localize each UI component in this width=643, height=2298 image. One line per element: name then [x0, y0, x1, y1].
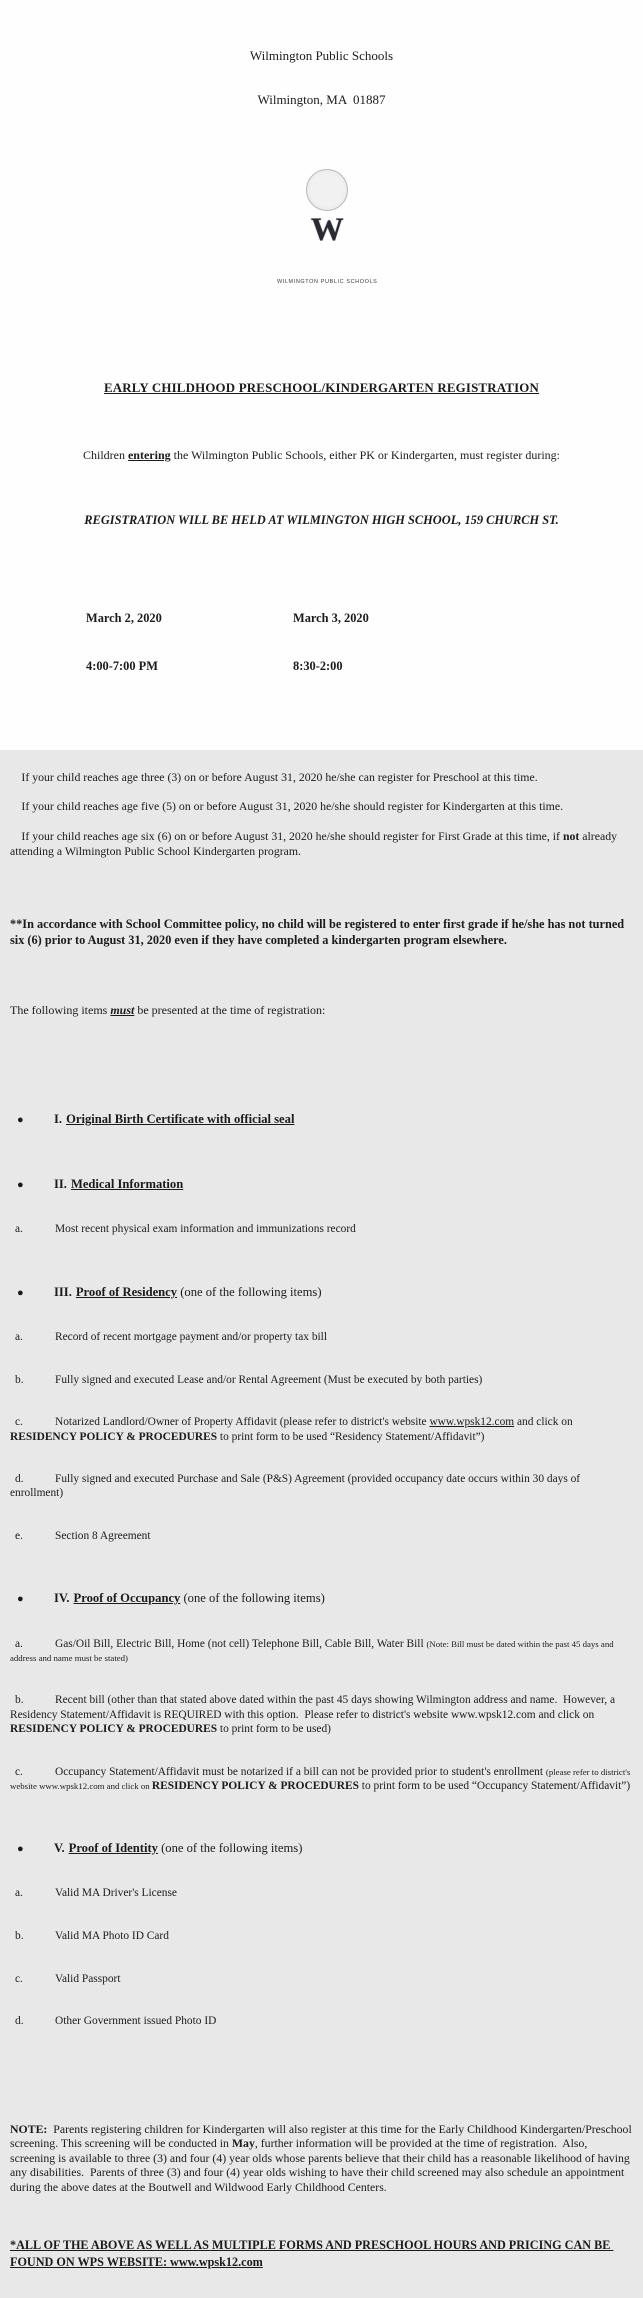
section-heading-proof-of-identity — [10, 1840, 633, 1858]
section-heading-birth-certificate — [10, 1111, 633, 1129]
section-numeral: V. — [54, 1841, 65, 1856]
item-text: Gas/Oil Bill, Electric Bill, Home (not cell) Telephone Bill, Cable Bill, Water Bill (Note: Bill must be dated within the past 45 days and address and name must be stated) — [10, 1637, 616, 1663]
age-rules-paragraph — [10, 756, 633, 874]
checklist-item — [10, 1472, 633, 1500]
item-letter: d. — [15, 1473, 24, 1486]
item-text: Valid Passport — [55, 1972, 121, 1985]
bullet-icon: ● — [17, 1178, 24, 1191]
note-paragraph: NOTE: Parents registering children for Kindergarten will also register at this time for the Early Childhood Kindergarten/Preschool screening. This screening will be conducted in May, further information will be provided at the time of registration. Also, screening is available to three (3) and four (4) year olds whose parents believe that their child has a reasonable likelihood of having any disabilities. Parents of three (3) and four (4) year olds wishing to have their child screened may also schedule an appointment during the above dates at the Boutwell and Wildwood Early Childhood Centers. — [10, 2121, 635, 2195]
section-suffix: (one of the following items) — [157, 1841, 303, 1856]
section-heading-proof-of-occupancy — [10, 1590, 633, 1608]
checklist-item — [10, 1929, 633, 1943]
document-title: EARLY CHILDHOOD PRESCHOOL/KINDERGARTEN REGISTRATION — [103, 381, 540, 396]
section-title: Proof of Residency — [75, 1284, 178, 1299]
item-letter: b. — [15, 1930, 24, 1943]
section-title: Original Birth Certificate with official seal — [66, 1111, 295, 1126]
school-name: Wilmington Public Schools — [249, 47, 394, 63]
policy-note: **In accordance with School Committee policy, no child will be registered to enter first grade if he/she has not turned six (6) prior to August 31, 2020 even if they have completed a kindergarten program elsewhere. — [10, 916, 628, 948]
session-1 — [86, 578, 293, 706]
session-2 — [293, 578, 500, 706]
checklist-item — [10, 1765, 633, 1793]
checklist-item — [10, 2014, 633, 2028]
session-2-date: March 3, 2020 — [293, 610, 369, 625]
item-text: Record of recent mortgage payment and/or property tax bill — [55, 1331, 328, 1344]
item-letter: e. — [15, 1529, 23, 1542]
bullet-icon: ● — [17, 1286, 24, 1299]
bullet-icon: ● — [17, 1593, 24, 1606]
section-suffix: (one of the following items) — [180, 1591, 325, 1606]
checklist-item — [10, 1972, 633, 1986]
section-title: Proof of Occupancy — [73, 1591, 181, 1606]
checklist-item — [10, 1415, 633, 1443]
session-2-time: 8:30-2:00 — [293, 658, 343, 673]
section-suffix: (one of the following items) — [177, 1284, 322, 1299]
item-letter: a. — [15, 1331, 23, 1344]
item-text: Occupancy Statement/Affidavit must be notarized if a bill can not be provided prior to student's enrollment (please refer to district's website www.wpsk12.com and click on RESIDENCY POLICY & PROCEDURES to print form to be used “Occupancy Statement/Affidavit”) — [10, 1765, 633, 1792]
bullet-icon: ● — [17, 1113, 24, 1126]
age-rule-first-grade: If your child reaches age six (6) on or before August 31, 2020 he/she should register for First Grade at this time, if not already attending a Wilmington Public School Kindergarten program. — [10, 828, 620, 858]
item-text: Recent bill (other than that stated above dated within the past 45 days showing Wilmington address and name. However, a Residency Statement/Affidavit is REQUIRED with this option. Please refer to district's website www.wpsk12.com and click on RESIDENCY POLICY & PROCEDURES to print form to be used) — [10, 1694, 618, 1735]
school-address: Wilmington, MA 01887 — [257, 92, 386, 108]
section-numeral: IV. — [54, 1591, 70, 1606]
section-heading-medical-information — [10, 1176, 633, 1194]
item-letter: b. — [15, 1373, 24, 1386]
section-title: Proof of Identity — [68, 1841, 158, 1856]
item-text: Fully signed and executed Lease and/or Rental Agreement (Must be executed by both parties) — [55, 1373, 483, 1386]
footer-notice: *ALL OF THE ABOVE AS WELL AS MULTIPLE FORMS AND PRESCHOOL HOURS AND PRICING CAN BE FOUND ON WPS WEBSITE: www.wpsk12.com — [10, 2238, 614, 2269]
checklist-item — [10, 1637, 633, 1665]
section-numeral: I. — [54, 1111, 63, 1126]
section-title: Medical Information — [70, 1176, 184, 1191]
section-numeral: II. — [54, 1176, 67, 1191]
session-1-time: 4:00-7:00 PM — [86, 658, 158, 673]
session-schedule — [10, 578, 633, 706]
items-intro: The following items must be presented at the time of registration: — [10, 1003, 326, 1018]
item-text: Other Government issued Photo ID — [55, 2015, 217, 2028]
item-letter: c. — [15, 1972, 23, 1985]
item-text: Notarized Landlord/Owner of Property Affidavit (please refer to district's website www.wpsk12.com and click on RESIDENCY POLICY & PROCEDURES to print form to be used “Residency Statement/Affidavit”) — [10, 1416, 576, 1443]
checklist-item — [10, 1373, 633, 1387]
section-heading-proof-of-residency — [10, 1284, 633, 1302]
checklist-item — [10, 1693, 633, 1736]
session-1-date: March 2, 2020 — [86, 610, 162, 625]
item-letter: a. — [15, 1887, 23, 1900]
checklist-item — [10, 1529, 633, 1543]
item-letter: d. — [15, 2015, 24, 2028]
seal-icon — [306, 169, 348, 211]
item-text: Most recent physical exam information and immunizations record — [55, 1223, 356, 1236]
logo-w-letter: W — [310, 212, 344, 249]
checklist-item — [10, 1330, 633, 1344]
intro-line: Children entering the Wilmington Public Schools, either PK or Kindergarten, must register during: — [82, 447, 560, 462]
age-rule-preschool: If your child reaches age three (3) on or before August 31, 2020 he/she can register for Preschool at this time. — [21, 769, 538, 784]
bullet-icon: ● — [17, 1843, 24, 1856]
age-rule-kindergarten: If your child reaches age five (5) on or before August 31, 2020 he/she should register for Kindergarten at this time. — [21, 799, 564, 814]
venue-line: REGISTRATION WILL BE HELD AT WILMINGTON HIGH SCHOOL, 159 CHURCH ST. — [84, 513, 559, 528]
item-letter: a. — [15, 1223, 23, 1236]
item-text: Valid MA Driver's License — [55, 1887, 177, 1900]
registration-checklist — [10, 1064, 633, 2071]
item-letter: a. — [15, 1637, 23, 1650]
item-text: Fully signed and executed Purchase and Sale (P&S) Agreement (provided occupancy date occurs within 30 days of enrollment) — [10, 1473, 583, 1500]
item-letter: b. — [15, 1694, 24, 1707]
section-numeral: III. — [54, 1284, 72, 1299]
logo-caption: WILMINGTON PUBLIC SCHOOLS — [276, 278, 378, 285]
checklist-item — [10, 1222, 633, 1236]
item-letter: c. — [15, 1765, 23, 1778]
item-text: Section 8 Agreement — [55, 1529, 151, 1542]
item-letter: c. — [15, 1416, 23, 1429]
checklist-item — [10, 1886, 633, 1900]
school-logo — [267, 168, 387, 314]
item-text: Valid MA Photo ID Card — [55, 1930, 169, 1943]
